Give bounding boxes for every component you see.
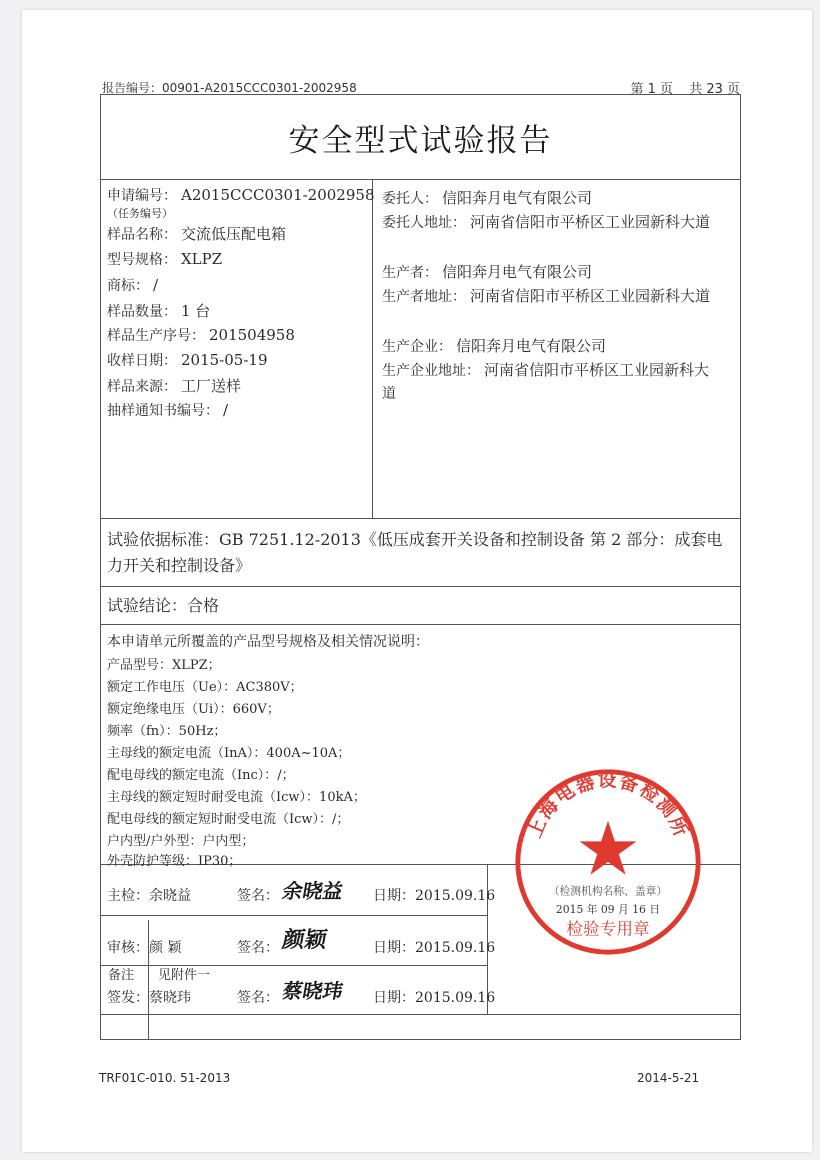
client-address-value: 河南省信阳市平桥区工业园新科大道 xyxy=(470,213,711,231)
issuer-sign-label: 签名： xyxy=(237,990,279,1006)
application-number xyxy=(107,185,374,205)
issuer-date: 日期：2015.09.16 xyxy=(373,990,496,1006)
client-value: 信阳奔月电气有限公司 xyxy=(442,189,593,207)
report-number: 报告编号：00901-A2015CCC0301-2002958 xyxy=(102,81,357,95)
form-date: 2014-5-21 xyxy=(637,1071,700,1085)
serial-number-label: 样品生产序号： xyxy=(107,328,205,344)
sample-source xyxy=(107,375,241,396)
sample-source-label: 样品来源： xyxy=(107,379,177,395)
spec-rated-voltage: 额定工作电压（Ue）：AC380V； xyxy=(107,680,303,695)
brand-label: 商标： xyxy=(107,278,149,294)
page-total: 共 23 页 xyxy=(689,82,740,97)
info-block xyxy=(101,179,740,519)
client-label: 委托人： xyxy=(382,191,438,207)
sample-source-value: 工厂送样 xyxy=(181,377,242,395)
producer-address-value: 河南省信阳市平桥区工业园新科大道 xyxy=(470,287,711,305)
seal-org-name: 上海电器设备检测所 xyxy=(524,770,692,842)
manufacturer-address-cont: 道 xyxy=(382,386,396,402)
form-number: TRF01C-010. 51-2013 xyxy=(99,1071,231,1085)
sampling-notice xyxy=(107,400,228,420)
reviewer-role: 审核：颜 颖 xyxy=(107,940,182,956)
sample-name-value: 交流低压配电箱 xyxy=(181,225,287,243)
specs-heading: 本申请单元所覆盖的产品型号规格及相关情况说明： xyxy=(107,634,429,650)
task-number-label: （任务编号） xyxy=(107,207,173,220)
producer xyxy=(382,261,592,282)
manufacturer-value: 信阳奔月电气有限公司 xyxy=(456,337,607,355)
manufacturer-address xyxy=(382,359,709,380)
test-standard-block xyxy=(101,519,740,587)
sampling-notice-label: 抽样通知书编号： xyxy=(107,403,219,419)
producer-address xyxy=(382,285,710,306)
spec-model: 产品型号：XLPZ； xyxy=(107,658,221,673)
inspector-date: 日期：2015.09.16 xyxy=(373,888,496,904)
serial-number xyxy=(107,325,295,345)
inspector-sign-label: 签名： xyxy=(237,888,279,904)
reviewer-date: 日期：2015.09.16 xyxy=(373,940,496,956)
remarks-text: 见附件一 xyxy=(158,968,211,983)
sample-quantity xyxy=(107,300,210,321)
reviewer-sign-label: 签名： xyxy=(237,940,279,956)
brand-value: / xyxy=(153,276,159,294)
producer-label: 生产者： xyxy=(382,265,438,281)
report-title: 安全型式试验报告 xyxy=(101,95,740,180)
seal-bottom-text: 检验专用章 xyxy=(566,919,650,939)
application-number-label: 申请编号： xyxy=(107,188,177,204)
spec-frequency: 频率（fn）：50Hz； xyxy=(107,724,227,739)
seal-star-icon xyxy=(580,821,637,875)
client-address-label: 委托人地址： xyxy=(382,215,466,231)
info-divider xyxy=(372,179,373,518)
manufacturer-label: 生产企业： xyxy=(382,339,452,355)
spec-insulation-voltage: 额定绝缘电压（Ui）：660V； xyxy=(107,702,280,717)
model-value: XLPZ xyxy=(181,250,223,268)
sample-quantity-value: 1 台 xyxy=(181,302,211,320)
brand xyxy=(107,275,158,295)
serial-number-value: 201504958 xyxy=(209,326,295,344)
official-seal xyxy=(510,764,706,960)
sampling-notice-value: / xyxy=(223,401,229,419)
producer-address-label: 生产者地址： xyxy=(382,289,466,305)
model xyxy=(107,249,222,269)
remarks-divider xyxy=(148,920,149,1040)
manufacturer xyxy=(382,335,606,356)
manufacturer-address-label: 生产企业地址： xyxy=(382,363,480,379)
received-date xyxy=(107,350,267,370)
spec-distribution-bus-current: 配电母线的额定电流（Inc）：/； xyxy=(107,768,295,783)
issuer-role: 签发：蔡晓玮 xyxy=(107,990,191,1006)
seal-date: 2015 年 09 月 16 日 xyxy=(555,902,661,916)
sample-name-label: 样品名称： xyxy=(107,227,177,243)
test-conclusion: 试验结论：合格 xyxy=(107,596,220,615)
sample-quantity-label: 样品数量： xyxy=(107,304,177,320)
reviewer-signature: 颜颖 xyxy=(280,927,330,953)
signature-row-divider xyxy=(101,915,487,916)
conclusion-block xyxy=(101,587,740,625)
spec-main-bus-withstand: 主母线的额定短时耐受电流（Icw）：10kA； xyxy=(107,790,366,805)
received-date-value: 2015-05-19 xyxy=(181,351,268,369)
seal-caption: （检测机构名称、盖章） xyxy=(548,884,668,898)
model-label: 型号规格： xyxy=(107,252,177,268)
test-standard: 试验依据标准：GB 7251.12-2013《低压成套开关设备和控制设备 第 2 部分：成套电力开关和控制设备》 xyxy=(107,530,723,575)
manufacturer-address-value: 河南省信阳市平桥区工业园新科大 xyxy=(484,361,710,379)
issuer-signature: 蔡晓玮 xyxy=(280,979,345,1003)
remarks-label: 备注 xyxy=(108,968,135,983)
sample-name xyxy=(107,223,286,244)
spec-ip-rating: 外壳防护等级：IP30； xyxy=(107,854,242,869)
spec-distribution-bus-withstand: 配电母线的额定短时耐受电流（Icw）：/； xyxy=(107,812,350,827)
inspector-signature: 余晓益 xyxy=(280,879,345,903)
client xyxy=(382,187,592,208)
inspector-role: 主检：余晓益 xyxy=(107,888,191,904)
application-number-value: A2015CCC0301-2002958 xyxy=(181,186,375,204)
received-date-label: 收样日期： xyxy=(107,353,177,369)
spec-indoor-outdoor: 户内型/户外型：户内型； xyxy=(107,834,255,849)
client-address xyxy=(382,211,710,232)
page-current: 第 1 页 xyxy=(630,82,674,97)
producer-value: 信阳奔月电气有限公司 xyxy=(442,263,593,281)
spec-main-bus-current: 主母线的额定电流（InA）：400A~10A； xyxy=(107,746,351,761)
